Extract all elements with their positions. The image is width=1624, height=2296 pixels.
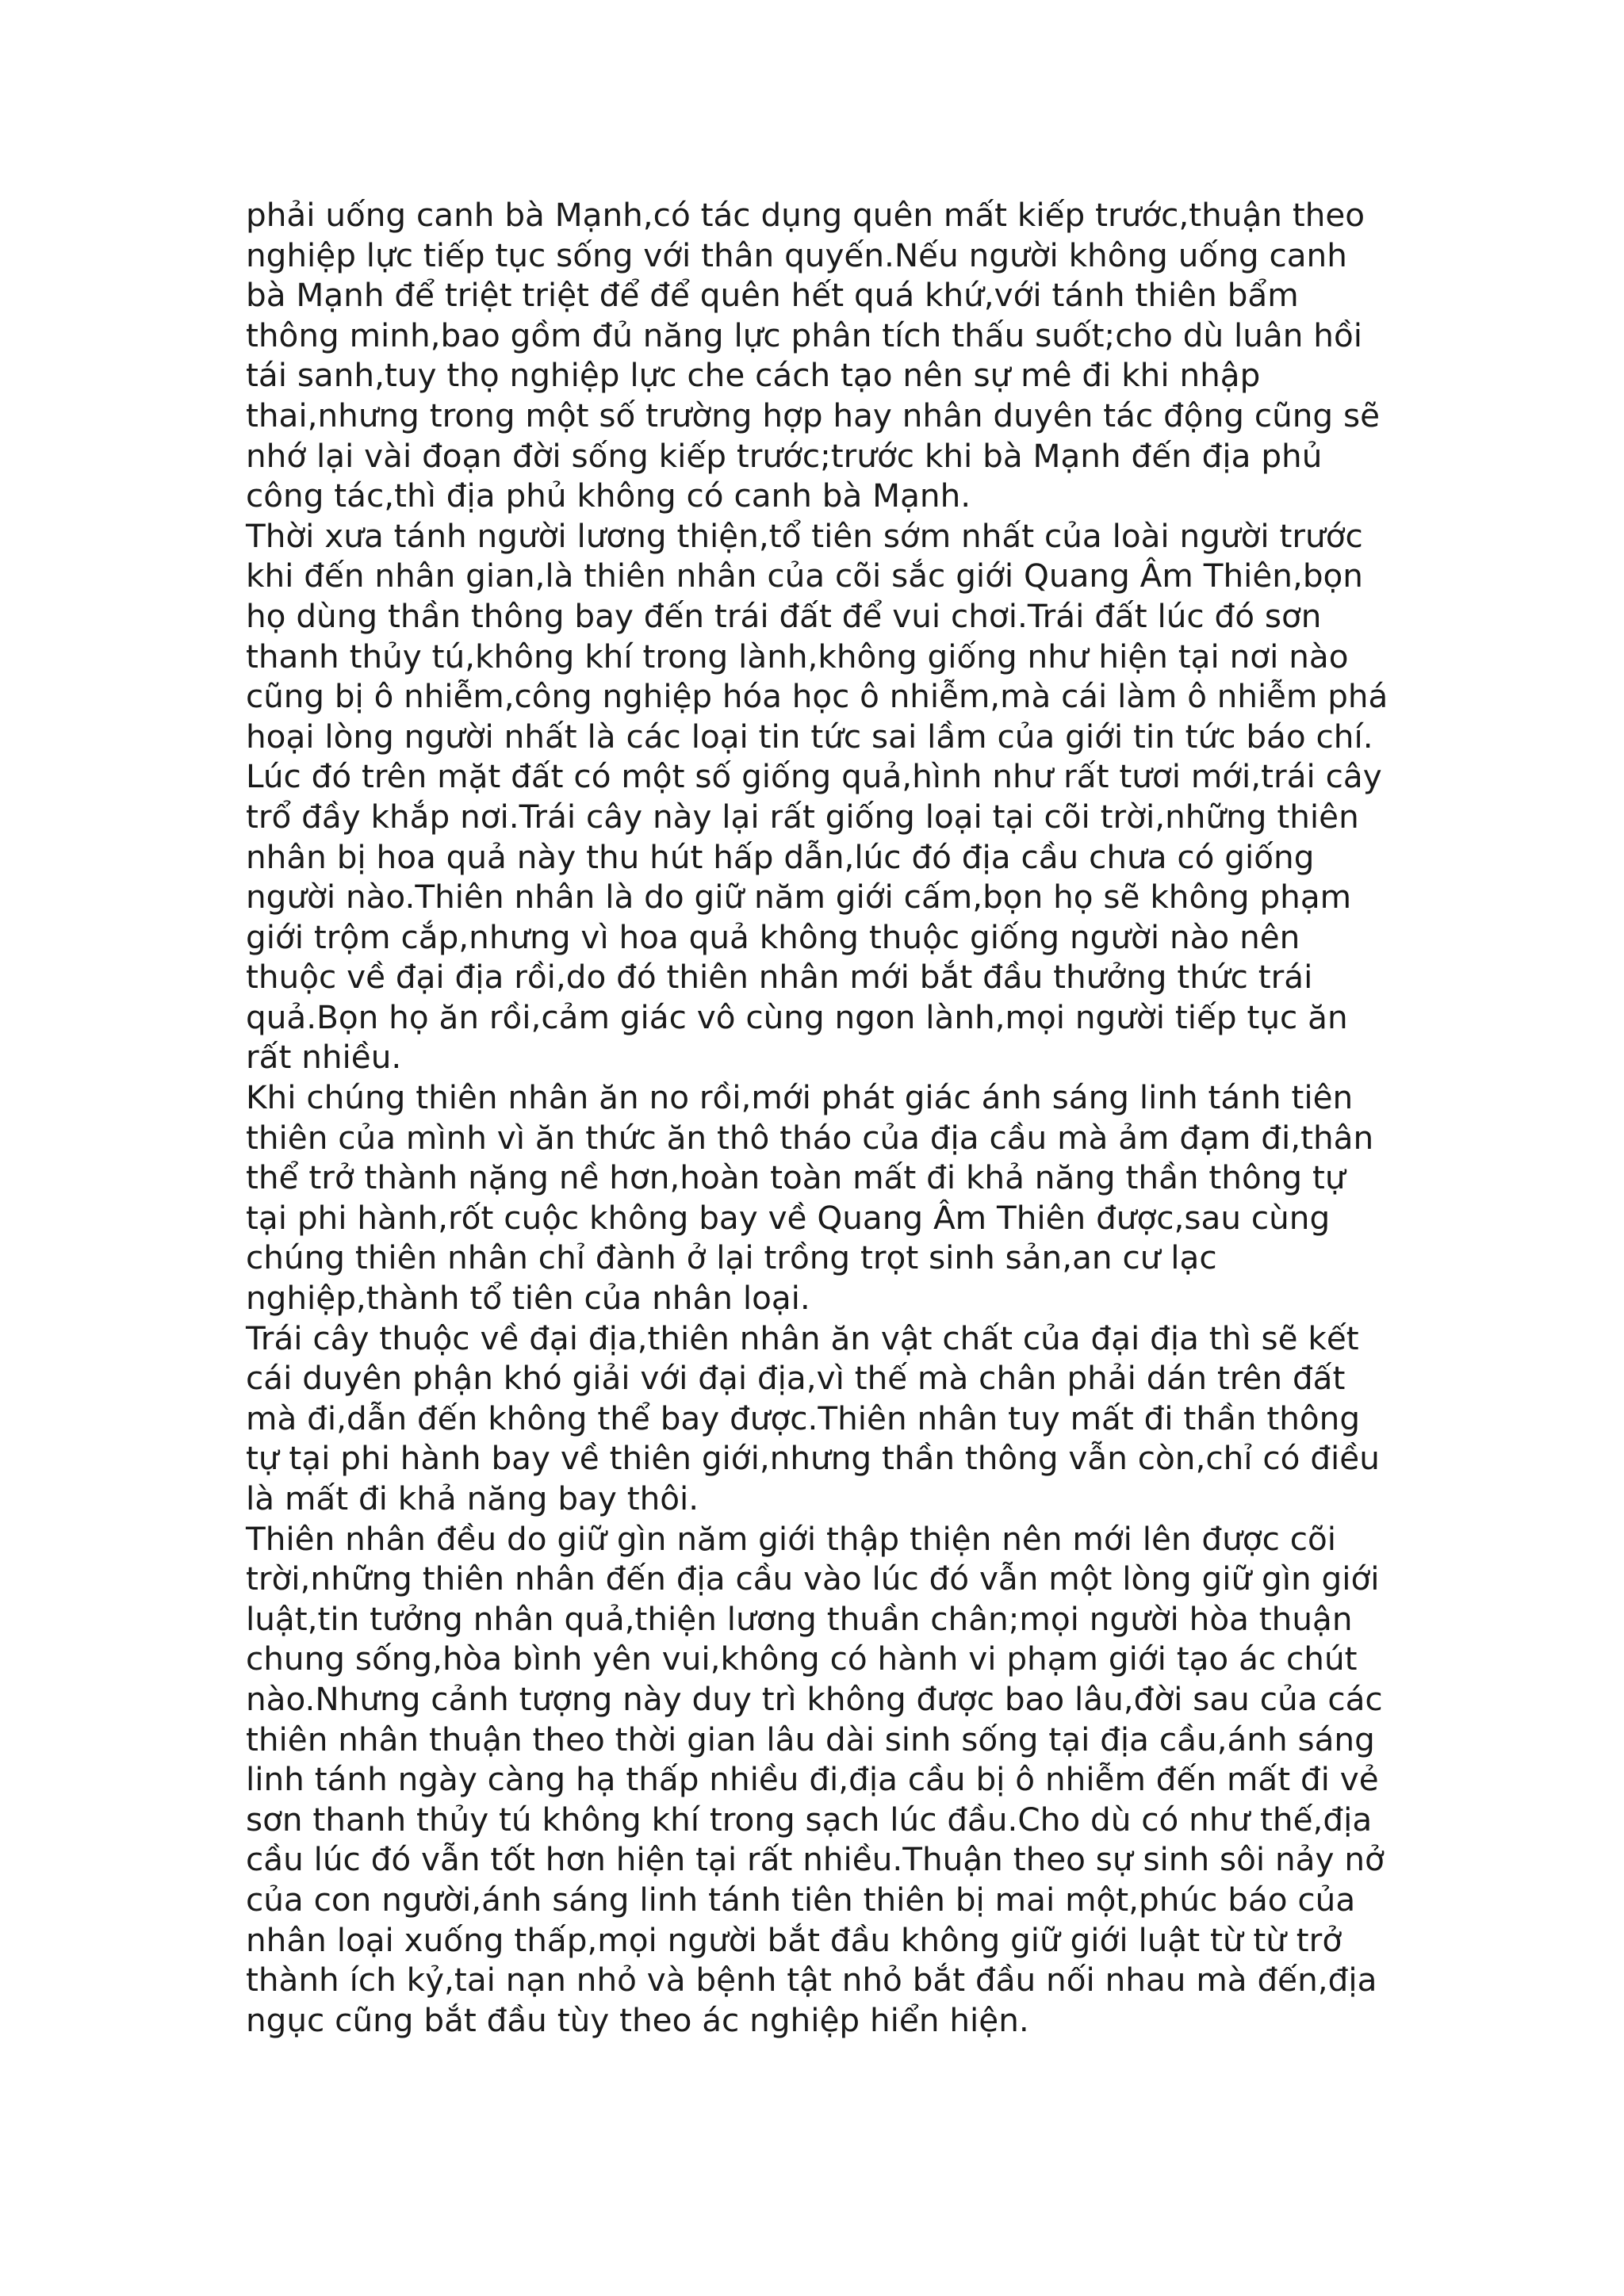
text-line: phải uống canh bà Mạnh,có tác dụng quên mất kiếp trước,thuận theo <box>246 196 1365 234</box>
text-line: Lúc đó trên mặt đất có một số giống quả,hình như rất tươi mới,trái cây <box>246 757 1382 796</box>
text-line: khi đến nhân gian,là thiên nhân của cõi sắc giới Quang Âm Thiên,bọn <box>246 557 1363 595</box>
paragraph <box>246 1519 1388 2041</box>
text-line: nghiệp,thành tổ tiên của nhân loại. <box>246 1279 810 1318</box>
text-line: nhớ lại vài đoạn đời sống kiếp trước;trước khi bà Mạnh đến địa phủ <box>246 436 1323 475</box>
text-line: người nào.Thiên nhân là do giữ năm giới cấm,bọn họ sẽ không phạm <box>246 878 1352 916</box>
document-body <box>246 195 1388 2040</box>
text-line: của con người,ánh sáng linh tánh tiên thiên bị mai một,phúc báo của <box>246 1880 1356 1919</box>
text-line: thể trở thành nặng nề hơn,hoàn toàn mất đi khả năng thần thông tự <box>246 1158 1346 1197</box>
text-line: Thời xưa tánh người lương thiện,tổ tiên sớm nhất của loài người trước <box>246 516 1363 555</box>
text-line: Trái cây thuộc về đại địa,thiên nhân ăn vật chất của đại địa thì sẽ kết <box>246 1318 1359 1357</box>
text-line: Khi chúng thiên nhân ăn no rồi,mới phát giác ánh sáng linh tánh tiên <box>246 1078 1354 1117</box>
text-line: cũng bị ô nhiễm,công nghiệp hóa học ô nhiễm,mà cái làm ô nhiễm phá <box>246 677 1388 716</box>
text-line: thai,nhưng trong một số trường hợp hay nhân duyên tác động cũng sẽ <box>246 396 1381 434</box>
text-line: cầu lúc đó vẫn tốt hơn hiện tại rất nhiều.Thuận theo sự sinh sôi nảy nở <box>246 1840 1385 1879</box>
text-line: thuộc về đại địa rồi,do đó thiên nhân mới bắt đầu thưởng thức trái <box>246 958 1313 997</box>
text-line: trổ đầy khắp nơi.Trái cây này lại rất giống loại tại cõi trời,những thiên <box>246 797 1359 836</box>
text-line: ngục cũng bắt đầu tùy theo ác nghiệp hiển hiện. <box>246 2000 1029 2039</box>
text-line: luật,tin tưởng nhân quả,thiện lương thuần chân;mọi người hòa thuận <box>246 1599 1353 1638</box>
text-line: nhân loại xuống thấp,mọi người bắt đầu không giữ giới luật từ từ trở <box>246 1920 1342 1959</box>
text-line: tái sanh,tuy thọ nghiệp lực che cách tạo nên sự mê đi khi nhập <box>246 356 1261 395</box>
text-line: bà Mạnh để triệt triệt để để quên hết quá khứ,với tánh thiên bẩm <box>246 276 1299 315</box>
text-line: họ dùng thần thông bay đến trái đất để vui chơi.Trái đất lúc đó sơn <box>246 596 1322 635</box>
text-line: linh tánh ngày càng hạ thấp nhiều đi,địa cầu bị ô nhiễm đến mất đi vẻ <box>246 1760 1379 1799</box>
text-line: nào.Nhưng cảnh tượng này duy trì không được bao lâu,đời sau của các <box>246 1679 1383 1718</box>
text-line: thiên của mình vì ăn thức ăn thô tháo của địa cầu mà ảm đạm đi,thân <box>246 1118 1374 1157</box>
text-line: thông minh,bao gồm đủ năng lực phân tích thấu suốt;cho dù luân hồi <box>246 316 1363 354</box>
text-line: thanh thủy tú,không khí trong lành,không giống như hiện tại nơi nào <box>246 637 1349 675</box>
paragraph <box>246 195 1388 516</box>
text-line: chung sống,hòa bình yên vui,không có hành vi phạm giới tạo ác chút <box>246 1640 1358 1678</box>
text-line: tại phi hành,rốt cuộc không bay về Quang Âm Thiên được,sau cùng <box>246 1198 1331 1237</box>
text-line: sơn thanh thủy tú không khí trong sạch lúc đầu.Cho dù có như thế,địa <box>246 1800 1373 1839</box>
text-line: thiên nhân thuận theo thời gian lâu dài sinh sống tại địa cầu,ánh sáng <box>246 1720 1375 1758</box>
text-line: nghiệp lực tiếp tục sống với thân quyến.Nếu người không uống canh <box>246 235 1347 274</box>
text-line: chúng thiên nhân chỉ đành ở lại trồng trọt sinh sản,an cư lạc <box>246 1238 1217 1277</box>
text-line: quả.Bọn họ ăn rồi,cảm giác vô cùng ngon lành,mọi người tiếp tục ăn <box>246 997 1348 1036</box>
text-line: cái duyên phận khó giải với đại địa,vì thế mà chân phải dán trên đất <box>246 1359 1346 1398</box>
text-line: mà đi,dẫn đến không thể bay được.Thiên nhân tuy mất đi thần thông <box>246 1399 1361 1437</box>
text-line: tự tại phi hành bay về thiên giới,nhưng thần thông vẫn còn,chỉ có điều <box>246 1439 1380 1478</box>
text-line: trời,những thiên nhân đến địa cầu vào lúc đó vẫn một lòng giữ gìn giới <box>246 1559 1380 1598</box>
paragraph <box>246 516 1388 1077</box>
paragraph <box>246 1318 1388 1519</box>
text-line: hoại lòng người nhất là các loại tin tức sai lầm của giới tin tức báo chí. <box>246 717 1373 756</box>
text-line: công tác,thì địa phủ không có canh bà Mạnh. <box>246 476 971 515</box>
text-line: rất nhiều. <box>246 1038 402 1077</box>
text-line: giới trộm cắp,nhưng vì hoa quả không thuộc giống người nào nên <box>246 917 1300 956</box>
text-line: Thiên nhân đều do giữ gìn năm giới thập thiện nên mới lên được cõi <box>246 1519 1337 1558</box>
text-line: nhân bị hoa quả này thu hút hấp dẫn,lúc đó địa cầu chưa có giống <box>246 837 1315 876</box>
paragraph <box>246 1077 1388 1318</box>
text-line: là mất đi khả năng bay thôi. <box>246 1479 699 1517</box>
text-line: thành ích kỷ,tai nạn nhỏ và bệnh tật nhỏ bắt đầu nối nhau mà đến,địa <box>246 1961 1377 1999</box>
